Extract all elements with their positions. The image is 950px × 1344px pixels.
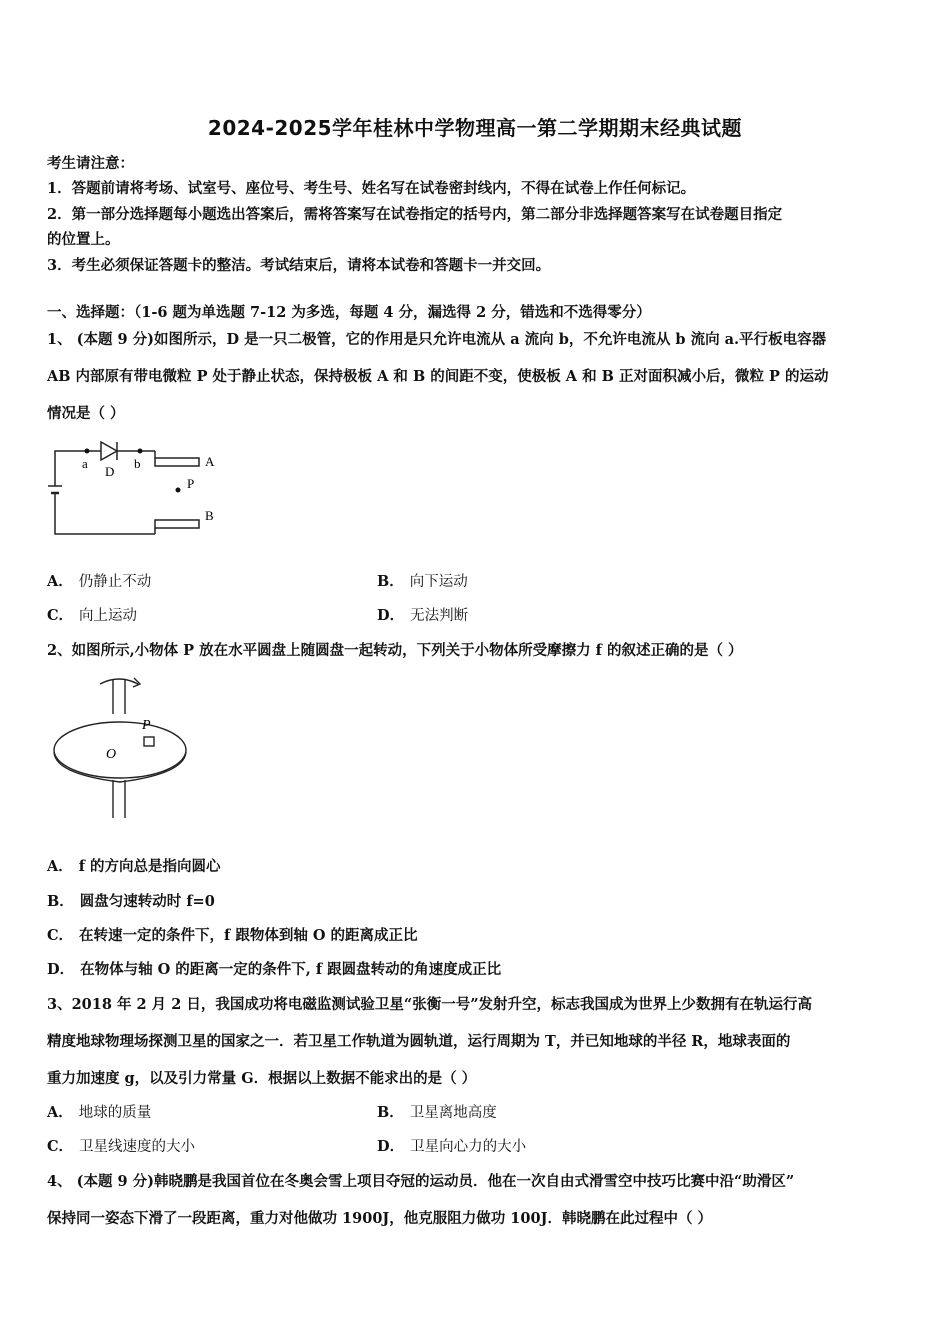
notice-item-1: 1．答题前请将考场、试室号、座位号、考生号、姓名写在试卷密封线内，不得在试卷上作任何标记。 <box>47 180 696 197</box>
label-plate-a: A <box>205 454 215 469</box>
q2-disk-figure <box>50 672 200 820</box>
label-p: P <box>142 718 151 733</box>
label-a: a <box>82 456 88 471</box>
notice-item-3: 3．考生必须保证答题卡的整洁。考试结束后，请将本试卷和答题卡一并交回。 <box>47 257 551 274</box>
q1-option-c: C． 向上运动 <box>47 607 138 624</box>
q2-option-b: B． 圆盘匀速转动时 f=0 <box>47 893 215 910</box>
q2-option-c: C． 在转速一定的条件下，f 跟物体到轴 O 的距离成正比 <box>47 927 418 944</box>
q1-line-2: AB 内部原有带电微粒 P 处于静止状态，保持极板 A 和 B 的间距不变，使极板 A 和 B 正对面积减小后，微粒 P 的运动 <box>47 368 829 385</box>
q3-option-b: B． 卫星离地高度 <box>377 1104 497 1121</box>
q3-option-c: C． 卫星线速度的大小 <box>47 1138 196 1155</box>
q1-option-a: A． 仍静止不动 <box>47 573 152 590</box>
q1-line-1: 1、 (本题 9 分)如图所示，D 是一只二极管，它的作用是只允许电流从 a 流向 b，不允许电流从 b 流向 a.平行板电容器 <box>47 331 827 348</box>
q2-option-d: D． 在物体与轴 O 的距离一定的条件下, f 跟圆盘转动的角速度成正比 <box>47 961 502 978</box>
q4-line-2: 保持同一姿态下滑了一段距离，重力对他做功 1900J，他克服阻力做功 100J．韩晓鹏在此过程中（ ） <box>47 1210 712 1227</box>
label-d: D <box>105 464 115 479</box>
q1-line-3: 情况是（ ） <box>47 405 125 422</box>
notice-item-2-cont: 的位置上。 <box>47 231 120 248</box>
q1-option-b: B． 向下运动 <box>377 573 468 590</box>
q3-option-d: D． 卫星向心力的大小 <box>377 1138 527 1155</box>
notice-heading: 考生请注意： <box>47 155 134 172</box>
q3-line-3: 重力加速度 g，以及引力常量 G．根据以上数据不能求出的是（ ） <box>47 1070 477 1087</box>
node-b-dot <box>138 449 143 454</box>
q4-line-1: 4、 (本题 9 分)韩晓鹏是我国首位在冬奥会雪上项目夺冠的运动员．他在一次自由式滑雪空中技巧比赛中沿“助滑区” <box>47 1173 795 1190</box>
q1-circuit-figure <box>45 436 230 541</box>
label-o: O <box>106 747 117 762</box>
q2-option-a: A． f 的方向总是指向圆心 <box>47 858 221 875</box>
label-plate-b: B <box>205 508 214 523</box>
q3-option-a: A． 地球的质量 <box>47 1104 152 1121</box>
exam-title: 2024-2025学年桂林中学物理高一第二学期期末经典试题 <box>207 116 743 140</box>
particle-p-dot <box>176 488 181 493</box>
q2-line: 2、如图所示,小物体 P 放在水平圆盘上随圆盘一起转动，下列关于小物体所受摩擦力 f 的叙述正确的是（ ） <box>47 642 743 659</box>
label-p: P <box>187 476 195 491</box>
section-heading: 一、选择题：（1-6 题为单选题 7-12 为多选，每题 4 分，漏选得 2 分，错选和不选得零分） <box>47 304 651 321</box>
notice-item-2: 2．第一部分选择题每小题选出答案后，需将答案写在试卷指定的括号内，第二部分非选择题答案写在试卷题目指定 <box>47 206 783 223</box>
q1-option-d: D． 无法判断 <box>377 607 469 624</box>
label-b: b <box>134 456 141 471</box>
q3-line-2: 精度地球物理场探测卫星的国家之一．若卫星工作轨道为圆轨道，运行周期为 T，并已知地球的半径 R，地球表面的 <box>47 1033 791 1050</box>
node-a-dot <box>85 449 90 454</box>
q3-line-1: 3、2018 年 2 月 2 日，我国成功将电磁监测试验卫星“张衡一号”发射升空，标志我国成为世界上少数拥有在轨运行高 <box>47 996 813 1013</box>
